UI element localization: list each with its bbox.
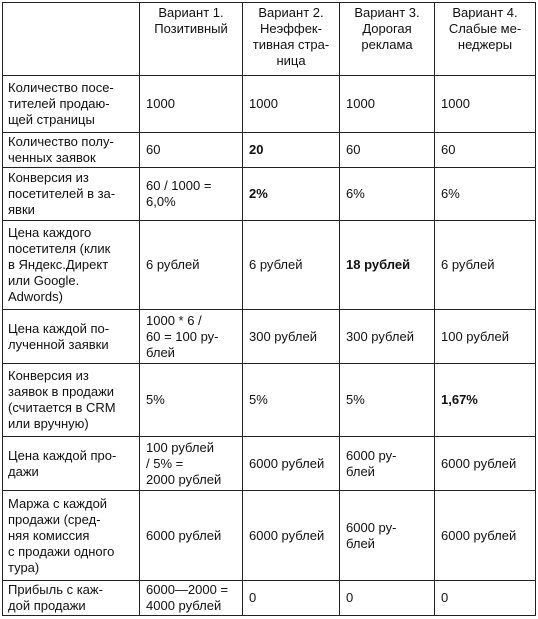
table-cell: 6% — [340, 168, 435, 221]
table-row — [3, 437, 536, 491]
table-row — [3, 581, 536, 616]
table-cell: 300 рублей — [340, 310, 435, 364]
table-cell: 60 — [435, 133, 536, 168]
table-cell: 6000 рублей — [243, 437, 340, 491]
comparison-table — [2, 2, 536, 616]
table-cell: 6 рублей — [243, 221, 340, 310]
table-cell: 1,67% — [435, 364, 536, 437]
table-cell: 100 рублей / 5% = 2000 рублей — [140, 437, 243, 491]
header-variant-3: Вариант 3. Дорогая реклама — [340, 3, 435, 76]
table-row — [3, 491, 536, 581]
table-cell: 5% — [243, 364, 340, 437]
header-variant-4: Вариант 4. Слабые ме- неджеры — [435, 3, 536, 76]
row-label: Цена каждой про- дажи — [3, 437, 140, 491]
table-row — [3, 364, 536, 437]
table-cell: 6000—2000 = 4000 рублей — [140, 581, 243, 616]
row-label: Маржа с каждой продажи (сред- няя комиссия с продажи одного тура) — [3, 491, 140, 581]
table-cell: 20 — [243, 133, 340, 168]
table-cell: 6 рублей — [140, 221, 243, 310]
table-cell: 100 рублей — [435, 310, 536, 364]
table-cell: 6000 ру- блей — [340, 491, 435, 581]
table-cell: 1000 — [435, 76, 536, 133]
header-row — [3, 3, 536, 76]
table-cell: 60 — [140, 133, 243, 168]
table-cell: 6000 рублей — [243, 491, 340, 581]
table-cell: 6000 ру- блей — [340, 437, 435, 491]
table-cell: 6000 рублей — [435, 437, 536, 491]
row-label: Количество посе- тителей продаю- щей страницы — [3, 76, 140, 133]
table-cell: 6000 рублей — [435, 491, 536, 581]
table-cell: 1000 — [243, 76, 340, 133]
table-cell: 0 — [340, 581, 435, 616]
table-row — [3, 221, 536, 310]
table-cell: 5% — [340, 364, 435, 437]
table-cell: 18 рублей — [340, 221, 435, 310]
table-cell: 1000 — [140, 76, 243, 133]
table-cell: 2% — [243, 168, 340, 221]
row-label: Цена каждого посетителя (клик в Яндекс.Директ или Google. Adwords) — [3, 221, 140, 310]
table-row — [3, 76, 536, 133]
table-cell: 60 — [340, 133, 435, 168]
table-row — [3, 310, 536, 364]
table-cell: 6000 рублей — [140, 491, 243, 581]
row-label: Конверсия из посетителей в за- явки — [3, 168, 140, 221]
table-cell: 0 — [435, 581, 536, 616]
table-row — [3, 133, 536, 168]
table-cell: 1000 * 6 / 60 = 100 ру- блей — [140, 310, 243, 364]
row-label: Цена каждой по- лученной заявки — [3, 310, 140, 364]
header-variant-2: Вариант 2. Неэффек- тивная стра- ница — [243, 3, 340, 76]
header-variant-1: Вариант 1. Позитивный — [140, 3, 243, 76]
header-corner — [3, 3, 140, 76]
table-cell: 6 рублей — [435, 221, 536, 310]
table-cell: 1000 — [340, 76, 435, 133]
table-cell: 60 / 1000 = 6,0% — [140, 168, 243, 221]
table-row — [3, 168, 536, 221]
row-label: Количество полу- ченных заявок — [3, 133, 140, 168]
table-cell: 6% — [435, 168, 536, 221]
row-label: Прибыль с каж- дой продажи — [3, 581, 140, 616]
table-cell: 5% — [140, 364, 243, 437]
table-cell: 0 — [243, 581, 340, 616]
row-label: Конверсия из заявок в продажи (считается в CRM или вручную) — [3, 364, 140, 437]
table-cell: 300 рублей — [243, 310, 340, 364]
